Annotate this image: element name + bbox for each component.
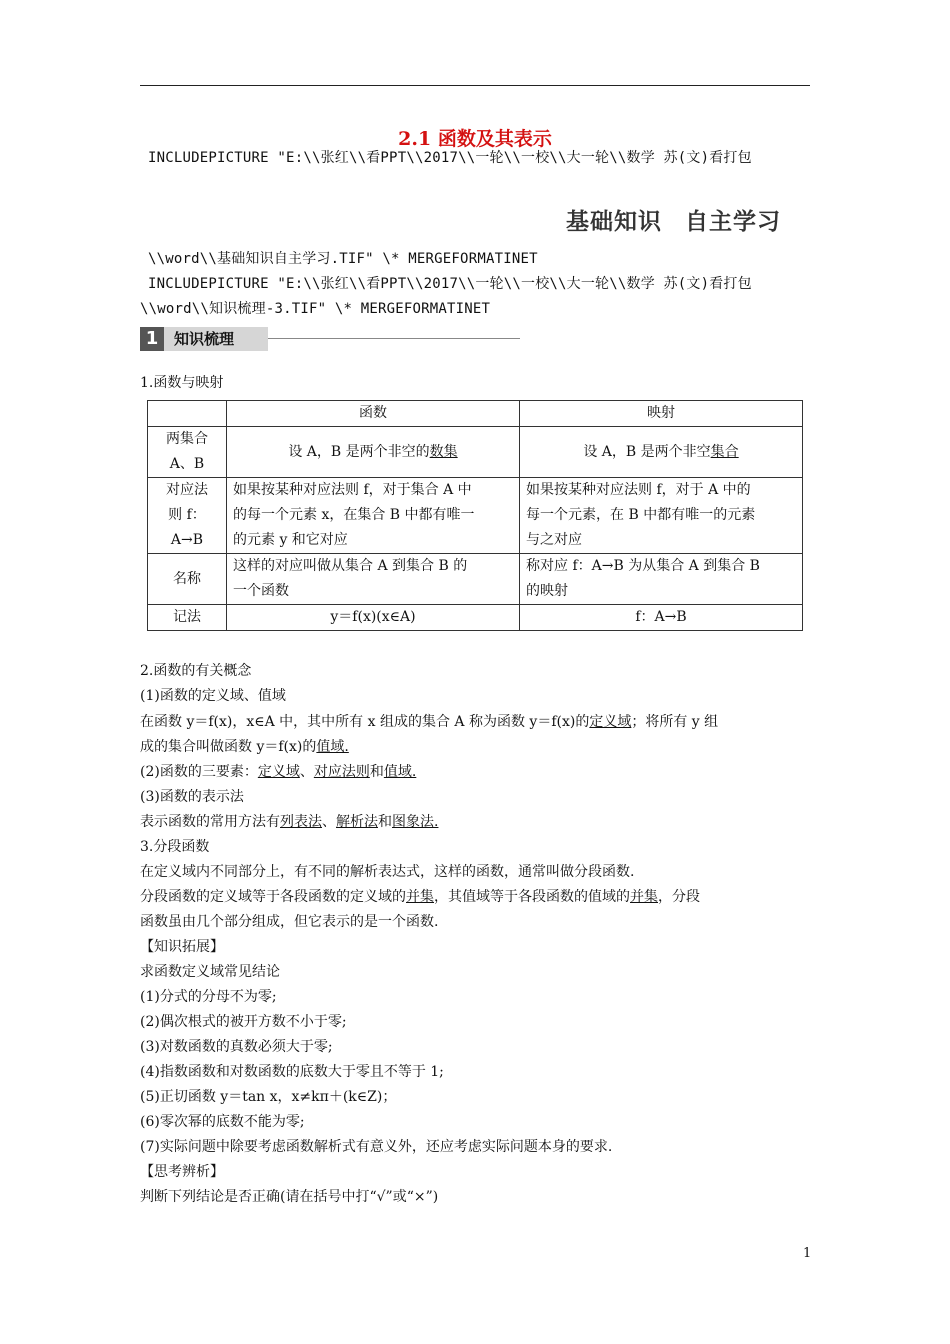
table-row [148,401,803,427]
text: 和 [369,764,384,780]
field-code-line: \\word\\基础知识自主学习.TIF" \* MERGEFORMATINET [148,251,538,267]
table-cell [148,427,227,478]
cell-text: 称对应 f：A→B 为从集合 A 到集合 B [526,558,760,574]
paragraph: 求函数定义域常见结论 [140,964,280,980]
text: 、 [299,764,314,780]
field-code-line: \\word\\知识梳理-3.TIF" \* MERGEFORMATINET [140,301,491,317]
underlined-text: 图象法. [392,814,439,830]
row-label: A、B [169,456,205,472]
table-header-mapping: 映射 [520,401,803,427]
underlined-text: 值域. [316,739,349,755]
paragraph: (3)函数的表示法 [140,789,244,805]
table-cell [227,427,520,478]
heading-function-concepts: 2.函数的有关概念 [140,663,252,679]
cell-text: 设 A，B 是两个非空的 [288,443,430,460]
cell-underlined-text: 数集 [429,443,458,460]
row-label: 两集合 [166,431,208,447]
heading-thinking-analysis: 【思考辨析】 [140,1164,224,1180]
paragraph: (1)函数的定义域、值域 [140,688,286,704]
table-cell: 记法 [148,605,227,631]
function-mapping-table [147,400,803,631]
text: 表示函数的常用方法有 [140,814,280,830]
underlined-text: 值域. [383,764,417,780]
underlined-text: 解析法 [336,814,378,830]
section-divider [268,338,520,339]
text: 、 [322,814,336,830]
cell-text: 的映射 [526,583,568,599]
header-rule [140,85,810,86]
paragraph [140,737,349,757]
paragraph: 函数虽由几个部分组成，但它表示的是一个函数. [140,914,439,930]
paragraph: 在定义域内不同部分上，有不同的解析表达式，这样的函数，通常叫做分段函数. [140,864,635,880]
text: 和 [378,814,392,830]
text: ，其值域等于各段函数的值域的 [434,889,630,905]
table-cell [227,478,520,554]
page-number: 1 [803,1246,812,1261]
cell-text: 与之对应 [526,532,582,548]
table-cell [148,401,227,427]
paragraph [140,762,416,782]
text: 成的集合叫做函数 y＝f(x)的 [140,739,317,755]
heading-function-mapping: 1.函数与映射 [140,375,224,391]
table-cell [148,478,227,554]
list-item: (5)正切函数 y＝tan x，x≠kπ＋(k∈Z)； [140,1089,397,1105]
cell-text: 的元素 y 和它对应 [233,532,348,548]
table-row [148,427,803,478]
heading-piecewise-function: 3.分段函数 [140,839,210,855]
paragraph: 判断下列结论是否正确(请在括号中打“√”或“×”) [140,1189,439,1205]
table-row [148,554,803,605]
table-cell [227,554,520,605]
text: 分段函数的定义域等于各段函数的定义域的 [140,889,406,905]
list-item: (7)实际问题中除要考虑函数解析式有意义外，还应考虑实际问题本身的要求. [140,1139,613,1155]
cell-text: 这样的对应叫做从集合 A 到集合 B 的 [233,558,468,574]
cell-text: 每一个元素，在 B 中都有唯一的元素 [526,507,756,523]
cell-text: 设 A，B 是两个非空 [583,443,711,460]
table-row [148,478,803,554]
text: ；将所有 y 组 [631,714,719,730]
cell-text: 一个函数 [233,583,289,599]
underlined-text: 并集 [630,889,658,905]
table-cell: 名称 [148,554,227,605]
underlined-text: 并集 [406,889,434,905]
table-cell [520,554,803,605]
cell-underlined-text: 集合 [710,443,739,460]
underlined-text: 定义域 [589,714,632,730]
table-cell [520,478,803,554]
table-cell: f：A→B [520,605,803,631]
cell-text: 如果按某种对应法则 f，对于集合 A 中 [233,482,472,498]
section-label: 知识梳理 [164,327,268,351]
text: 在函数 y＝f(x)，x∈A 中，其中所有 x 组成的集合 A 称为函数 y＝f(x)的 [140,714,590,730]
list-item: (1)分式的分母不为零; [140,989,277,1005]
page-title: 2.1 函数及其表示 [398,128,552,150]
paragraph [140,812,438,832]
heading-knowledge-extension: 【知识拓展】 [140,939,224,955]
paragraph [140,712,718,732]
row-label: 对应法 [166,482,208,498]
list-item: (4)指数函数和对数函数的底数大于零且不等于 1; [140,1064,444,1080]
cell-text: 如果按某种对应法则 f，对于 A 中的 [526,482,751,498]
text: ，分段 [658,889,700,905]
underlined-text: 定义域 [257,764,300,780]
row-label: 则 f： [168,507,206,523]
list-item: (2)偶次根式的被开方数不小于零; [140,1014,347,1030]
table-cell: y＝f(x)(x∈A) [227,605,520,631]
row-label: A→B [170,532,204,548]
table-row [148,605,803,631]
section-banner: 基础知识 自主学习 [566,209,782,235]
underlined-text: 对应法则 [313,764,370,780]
table-header-function: 函数 [227,401,520,427]
cell-text: 的每一个元素 x，在集合 B 中都有唯一 [233,507,475,523]
field-code-line: INCLUDEPICTURE "E:\\张红\\看PPT\\2017\\一轮\\一校\\大一轮\\数学 苏(文)看打包 [148,150,752,166]
underlined-text: 列表法 [280,814,322,830]
text: (2)函数的三要素： [140,764,258,780]
table-cell [520,427,803,478]
paragraph [140,887,700,907]
section-number: 1 [140,327,164,351]
field-code-line: INCLUDEPICTURE "E:\\张红\\看PPT\\2017\\一轮\\一校\\大一轮\\数学 苏(文)看打包 [148,276,752,292]
list-item: (6)零次幂的底数不能为零; [140,1114,305,1130]
list-item: (3)对数函数的真数必须大于零; [140,1039,333,1055]
section-header [140,327,520,351]
